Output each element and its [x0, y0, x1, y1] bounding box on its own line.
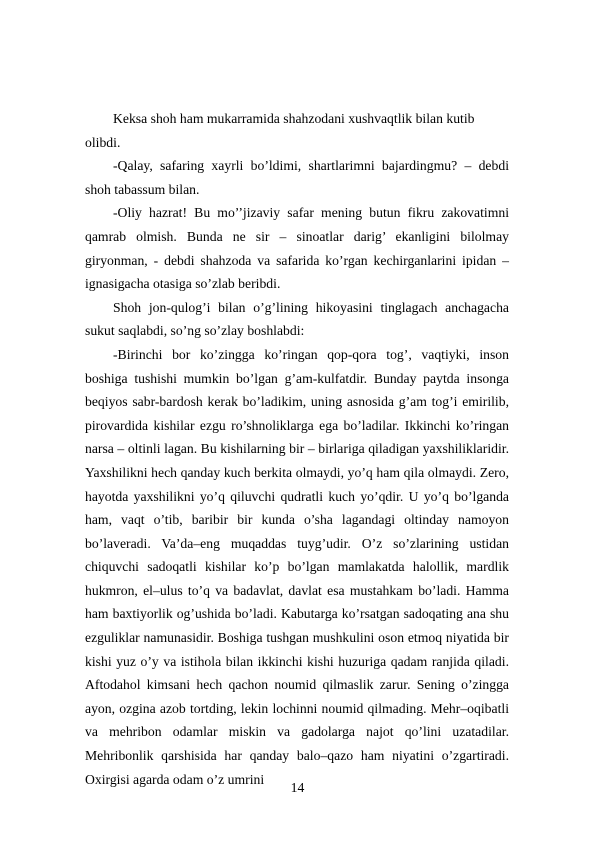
paragraph-5: -Birinchi bor ko’zingga ko’ringan qop-qora tog’, vaqtiyki, inson boshiga tushishi mumkin bo’lgan g’am-kulfatdir. Bunday paytda insonga beqiyos sabr-bardosh kerak bo’ladikim, uning asnosida g’am tog’i emirilib, pirovardida kishilar ezgu ro’shnoliklarga ega bo’ladilar. Ikkinchi ko’ringan narsa – oltinli lagan. Bu kishilarning bir – birlariga qiladigan yaxshiliklaridir. Yaxshilikni hech qanday kuch berkita olmaydi, yo’q ham qila olmaydi. Zero, hayotda yaxshilikni yo’q qiluvchi qudratli kuch yo’qdir. U yo’q bo’lganda ham, vaqt o’tib, baribir bir kunda o’sha lagandagi oltinday namoyon bo’laveradi. Va’da–eng muqaddas tuyg’udir. O’z so’zlarining ustidan chiquvchi sadoqatli kishilar ko’p bo’lgan mamlakatda halollik, mardlik hukmron, el–ulus to’q va badavlat, davlat esa mustahkam bo’ladi. Hamma ham baxtiyorlik og’ushida bo’ladi. Kabutarga ko’rsatgan sadoqating ana shu ezguliklar namunasidir. Boshiga tushgan mushkulini oson etmoq niyatida bir kishi yuz o’y va istihola bilan ikkinchi kishi huzuriga qadam ranjida qiladi. Aftodahol kimsani hech qachon noumid qilmaslik zarur. Sening o’zingga ayon, ozgina azob tortding, lekin lochinni noumid qilmading. Mehr–oqibatli va mehribon odamlar miskin va gadolarga najot qo’lini uzatadilar. Mehribonlik qarshisida har qanday balo–qazo ham niyatini o’zgartiradi. Oxirgisi agarda odam o’z umrini: [85, 346, 509, 787]
paragraph-3: -Oliy hazrat! Bu mo’’jizaviy safar mening butun fikru zakovatimni qamrab olmish. Bunda ne sir – sinoatlar darig’ ekanligini bilolmay giryonman, - debdi shahzoda va safarida ko’rgan kechirganlarini ipidan – ignasigacha otasiga so’zlab beribdi.: [85, 205, 509, 292]
page-body: [85, 107, 509, 791]
paragraph-1: Keksa shoh ham mukarramida shahzodani xushvaqtlik bilan kutib olibdi.: [85, 111, 475, 150]
page-number: 14: [290, 780, 305, 795]
paragraph-4: Shoh jon-qulog’i bilan o’g’lining hikoyasini tinglagach anchagacha sukut saqlabdi, so’ng so’zlay boshlabdi:: [85, 299, 509, 339]
paragraph-2: -Qalay, safaring xayrli bo’ldimi, shartlarimni bajardingmu? – debdi shoh tabassum bilan.: [85, 158, 509, 197]
